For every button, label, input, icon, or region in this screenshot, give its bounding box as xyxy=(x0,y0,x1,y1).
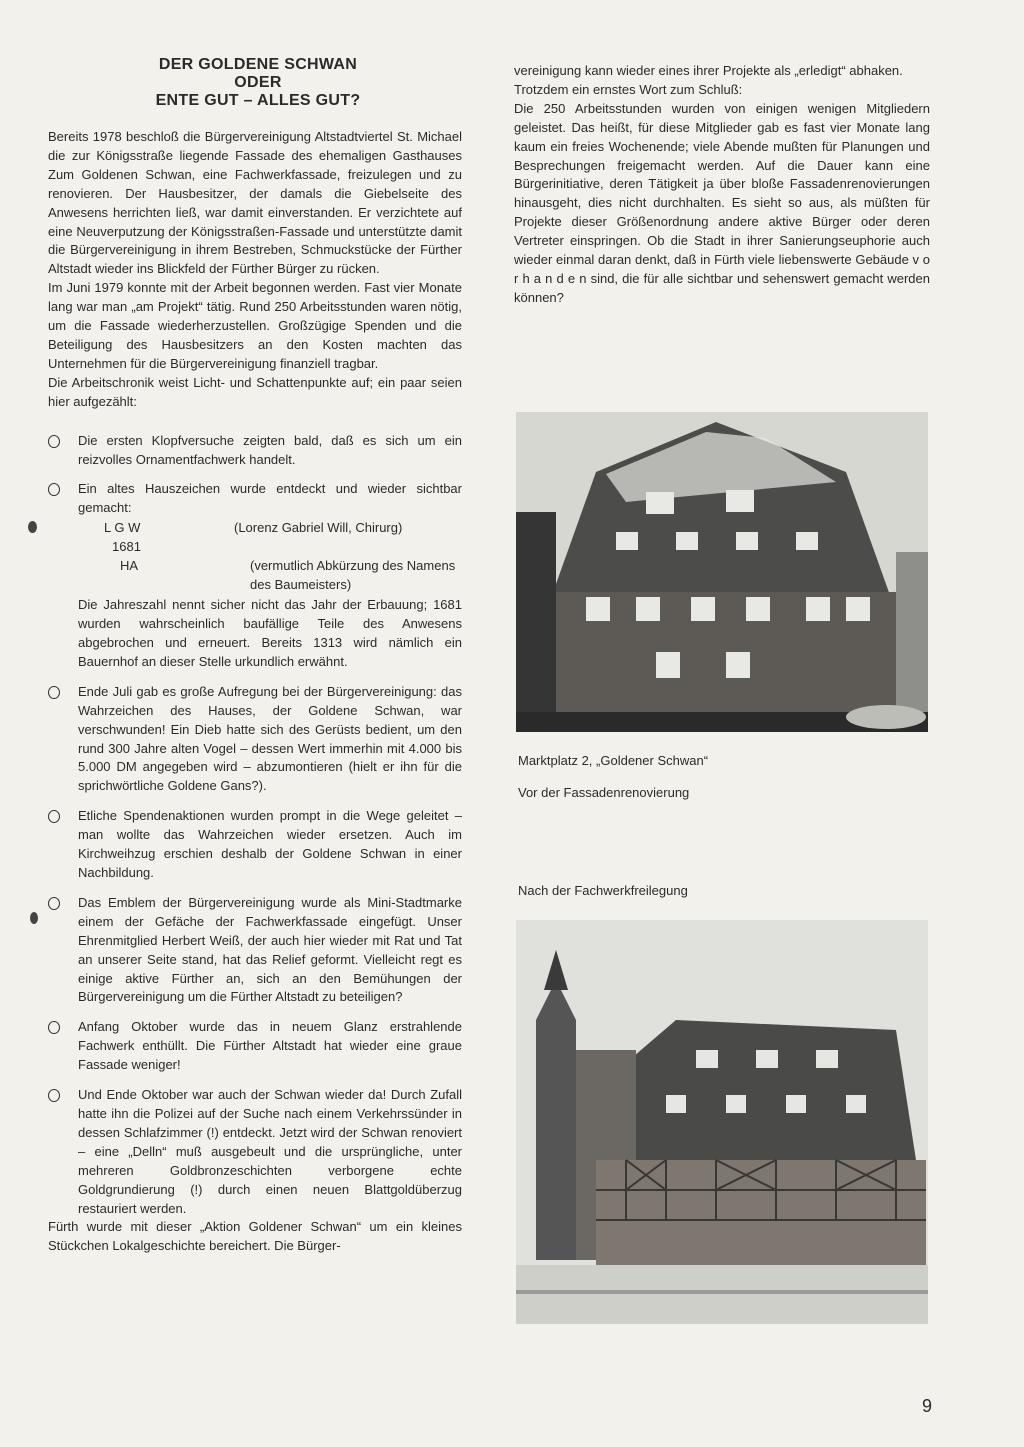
circle-bullet-icon xyxy=(48,435,60,448)
photo-before-renovation xyxy=(516,412,928,732)
list-item: Das Emblem der Bürgervereinigung wurde als Mini-Stadtmarke einem der Gefäche der Fachwerkfassade eingefügt. Unser Ehrenmitglied Herbert Weiß, der auch hier wieder mit Rat und Tat an unserer Seite stand, hat das Relief geformt. Vielleicht regt es einige aktive Fürther an, sich an den Bemühungen der Bürgervereinigung um die Fürther Altstadt zu beteiligen? xyxy=(48,894,462,1007)
page-number: 9 xyxy=(922,1396,933,1416)
photo-caption: Vor der Fassadenrenovierung xyxy=(518,785,690,800)
circle-bullet-icon xyxy=(48,483,60,496)
building-photo-after xyxy=(516,920,928,1324)
list-item: Etliche Spendenaktionen wurden prompt in die Wege geleitet – man wollte das Wahrzeichen wieder ersetzen. Auch im Kirchweihzug erschien deshalb der Goldene Schwan in einer Nachbildung. xyxy=(48,807,462,883)
building-photo-before xyxy=(516,412,928,732)
article-title: DER GOLDENE SCHWAN ODER ENTE GUT – ALLES GUT? xyxy=(155,56,361,109)
house-sign-inscription: L G W (Lorenz Gabriel Will, Chirurg) 1681 HA (vermutlich Abkürzung des Namens des Baumeisters) xyxy=(104,520,456,593)
list-item: Anfang Oktober wurde das in neuem Glanz erstrahlende Fachwerk enthüllt. Die Fürther Altstadt hat wieder eine graue Fassade weniger! xyxy=(48,1018,462,1075)
continued-paragraph: Trotzdem ein ernstes Wort zum Schluß: xyxy=(514,81,743,97)
list-item: Die ersten Klopfversuche zeigten bald, daß es sich um ein reizvolles Ornamentfachwerk handelt. xyxy=(48,432,462,470)
closing-paragraph: Fürth wurde mit dieser „Aktion Goldener Schwan“ um ein kleines Stückchen Lokalgeschichte bereichert. Die Bürger- xyxy=(48,1219,462,1254)
circle-bullet-icon xyxy=(48,810,60,823)
scan-mark xyxy=(30,912,38,924)
left-column xyxy=(48,56,462,1256)
continued-paragraph: Die 250 Arbeitsstunden wurden von einigen wenigen Mitgliedern geleistet. Das heißt, für diese Mitglieder gab es fast vier Monate lang kaum ein freies Wochenende; viele Abende mußten für Planungen und Besprechungen freigemacht werden. Auf die Dauer kann eine Bürgerinitiative, deren Tätigkeit ja über bloße Fassadenrenovierungen hinausgeht, dies nicht durchhalten. Es sieht so aus, als müßten für Projekte dieser Größenordnung andere aktive Bürger oder deren Vertreter einspringen. Ob die Stadt in ihrer Sanierungseuphorie auch wieder einmal daran denkt, daß in Fürth viele liebenswerte Gebäude v o r h a n d e n sind, die für alle sichtbar und sehenswert gemacht werden können? xyxy=(514,100,930,305)
circle-bullet-icon xyxy=(48,1089,60,1102)
list-item: Und Ende Oktober war auch der Schwan wieder da! Durch Zufall hatte ihn die Polizei auf der Suche nach einem Verkehrssünder in dessen Schlafzimmer (!) entdeckt. Jetzt wird der Schwan renoviert – eine „Delln“ muß ausgebeult und die ursprüngliche, unter mehreren Goldbronzeschichten verborgene echte Goldgrundierung (!) durch einen neuen Blattgoldüberzug restauriert werden. xyxy=(48,1086,462,1218)
photo-after-renovation xyxy=(516,920,928,1324)
continued-paragraph: vereinigung kann wieder eines ihrer Projekte als „erledigt“ abhaken. xyxy=(514,63,903,78)
right-column xyxy=(514,62,930,308)
circle-bullet-icon xyxy=(48,686,60,699)
intro-paragraph: Die Arbeitschronik weist Licht- und Schattenpunkte auf; ein paar seien hier aufgezählt: xyxy=(48,374,462,409)
intro-paragraph: Bereits 1978 beschloß die Bürgervereinigung Altstadtviertel St. Michael die zur Königsstraße liegende Fassade des ehemaligen Gasthauses Zum Goldenen Schwan, eine Fachwerkfassade, freizulegen und zu renovieren. Der Hausbesitzer, der damals die Giebelseite des Anwesens herrichten ließ, war damit einverstanden. Er verzichtete auf eine Neuverputzung der Königsstraßen-Fassade und unterstützte damit die Bürgervereinigung in ihrem Bestreben, Schmuckstücke der Fürther Altstadt wieder ins Blickfeld der Fürther Bürger zu rücken. xyxy=(48,129,462,277)
photo-caption: Nach der Fachwerkfreilegung xyxy=(518,883,688,898)
circle-bullet-icon xyxy=(48,1021,60,1034)
circle-bullet-icon xyxy=(48,897,60,910)
list-item: Ende Juli gab es große Aufregung bei der Bürgervereinigung: das Wahrzeichen des Hauses, der Goldene Schwan, war verschwunden! Ein Dieb hatte sich des Gerüsts bedient, um den rund 300 Jahre alten Vogel – dessen Wert immerhin mit 4.000 bis 5.000 DM angegeben wird – abzumontieren (hielt er ihn für die sprichwörtliche Goldene Gans?). xyxy=(48,683,462,796)
bullet-list xyxy=(48,432,462,1219)
photo-caption: Marktplatz 2, „Goldener Schwan“ xyxy=(518,753,709,768)
intro-paragraph: Im Juni 1979 konnte mit der Arbeit begonnen werden. Fast vier Monate lang war man „am Projekt“ tätig. Rund 250 Arbeitsstunden waren nötig, um die Fassade wiederherzustellen. Großzügige Spenden und die Beteiligung des Hausbesitzers an den Kosten machten das Unternehmen für die Bürgervereinigung finanziell tragbar. xyxy=(48,280,462,371)
scan-mark xyxy=(28,521,37,533)
list-item: Ein altes Hauszeichen wurde entdeckt und wieder sichtbar gemacht: L G W (Lorenz Gabriel Will, Chirurg) 1681 HA (vermutlich Abkürzung des Namens des Baumeisters) Die Jahreszahl nennt sicher nicht das Jahr der Erbauung; 1681 wurden wahrscheinlich baufällige Teile des Anwesens abgebrochen und erneuert. Bereits 1313 wird nämlich ein Bauernhof an dieser Stelle urkundlich erwähnt. xyxy=(48,480,462,671)
